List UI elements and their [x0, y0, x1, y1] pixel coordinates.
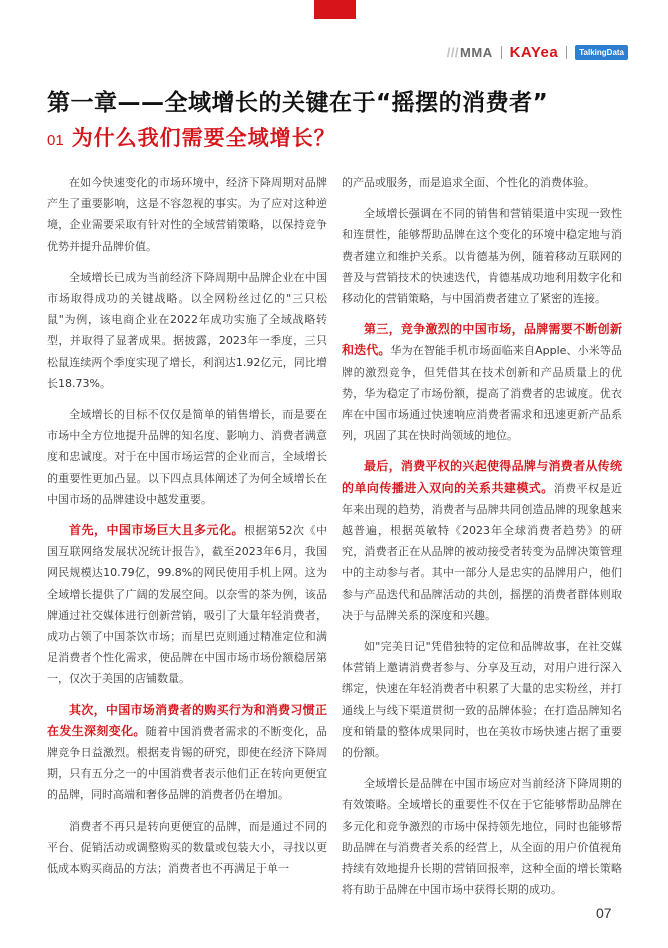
paragraph: 消费者不再只是转向更便宜的品牌，而是通过不同的平台、促销活动或调整购买的数量或包装大小，寻找以更低成本购买商品的方法；消费者也不再满足于单一	[47, 819, 327, 876]
highlight-text: 第三，竞争激烈的中国市场，品牌需要不断创新和迭代。	[342, 322, 622, 358]
page-number: 07	[596, 905, 612, 921]
paragraph	[342, 456, 622, 626]
left-column	[47, 172, 327, 889]
logo-divider	[501, 46, 502, 59]
section-heading	[47, 122, 336, 152]
mma-logo: ///MMA	[446, 45, 493, 60]
paragraph-body: 随着中国消费者需求的不断变化，品牌竞争日益激烈。根据麦肯锡的研究，即使在经济下降周期，只有五分之一的中国消费者表示他们正在转向更便宜的品牌，同时高端和奢侈品牌的消费者仍在增加。	[47, 724, 327, 802]
logo-divider	[566, 46, 567, 59]
header-logos	[447, 44, 628, 61]
paragraph-body: 华为在智能手机市场面临来自Apple、小米等品牌的激烈竞争，但凭借其在技术创新和产品质量上的优势，华为稳定了市场份额，提高了消费者的忠诚度。优衣库在中国市场通过快速响应消费者需求和迅速更新产品系列，巩固了其在快时尚领域的地位。	[342, 344, 622, 443]
highlight-text: 首先，中国市场巨大且多元化。	[69, 523, 244, 538]
right-column	[342, 172, 622, 911]
chapter-title: 第一章——全域增长的关键在于“摇摆的消费者”	[47, 90, 549, 116]
paragraph: 全域增长已成为当前经济下降周期中品牌企业在中国市场取得成功的关键战略。以全网粉丝过亿的"三只松鼠"为例，该电商企业在2022年成功实施了全域战略转型，并取得了显著成果。据披露，2023年一季度，三只松鼠连续两个季度实现了增长，利润达1.92亿元，同比增长18.73%。	[47, 270, 327, 390]
paragraph: 在如今快速变化的市场环境中，经济下降周期对品牌产生了重要影响，这是不容忽视的事实。为了应对这种逆境，企业需要采取有针对性的全域营销策略，以保持竞争优势并提升品牌价值。	[47, 176, 327, 253]
paragraph-body: 消费平权是近年来出现的趋势，消费者与品牌共同创造品牌的现象越来越普遍，根据英敏特《2023年全球消费者趋势》的研究，消费者正在从品牌的被动接受者转变为品牌决策管理中的主动参与者。其中一部分人是忠实的品牌用户，他们参与产品迭代和品牌活动的共创，摇摆的消费者群体则取决于与品牌关系的深度和兴趣。	[342, 481, 622, 622]
paragraph: 全域增长是品牌在中国市场应对当前经济下降周期的有效策略。全域增长的重要性不仅在于它能够帮助品牌在多元化和竞争激烈的市场中保持领先地位，同时也能够帮助品牌在与消费者关系的经营上，从全面的用户价值视角持续有效地提升长期的营销回报率，这种全面的增长策略将有助于品牌在中国市场中获得长期的成功。	[342, 777, 622, 897]
highlight-text: 其次，中国市场消费者的购买行为和消费习惯正在发生深刻变化。	[47, 702, 327, 738]
highlight-text: 最后，消费平权的兴起使得品牌与消费者从传统的单向传播进入双向的关系共建模式。	[342, 459, 622, 495]
talkingdata-logo: TalkingData	[575, 45, 628, 60]
paragraph-body: 根据第52次《中国互联网络发展状况统计报告》，截至2023年6月，我国网民规模达10.79亿，99.8%的网民使用手机上网。这为全域增长提供了广阔的发展空间。以奈雪的茶为例，该品牌通过社交媒体进行创新营销，吸引了大量年轻消费者，成功占领了中国茶饮市场；而星巴克则通过精准定位和满足消费者个性化需求，使品牌在中国市场市场份额稳居第一，仅次于美国的店铺数量。	[47, 524, 327, 686]
paragraph	[47, 700, 327, 806]
paragraph: 全域增长的目标不仅仅是简单的销售增长，而是要在市场中全方位地提升品牌的知名度、影响力、消费者满意度和忠诚度。对于在中国市场运营的企业而言，全域增长的重要性更加凸显。以下四点具体阐述了为何全域增长在中国市场的品牌建设中越发重要。	[47, 408, 327, 506]
paragraph: 全域增长强调在不同的销售和营销渠道中实现一致性和连贯性，能够帮助品牌在这个变化的环境中稳定地与消费者建立和维护关系。以肯德基为例，随着移动互联网的普及与营销技术的快速迭代，肯德基成功地利用数字化和移动化的营销策略，与中国消费者建立了紧密的连接。	[342, 207, 622, 306]
page-top-red-tab	[314, 0, 356, 19]
paragraph: 如"完美日记"凭借独特的定位和品牌故事，在社交媒体营销上邀请消费者参与、分享及互动，对用户进行深入绑定，快速在年轻消费者中积累了大量的忠实粉丝，并打通线上与线下渠道贯彻一致的品牌体验；在打造品牌知名度和销量的整体成果同时，也在美妆市场快速占据了重要的份额。	[342, 640, 622, 760]
section-title: 为什么我们需要全域增长？	[71, 126, 336, 150]
paragraph	[342, 319, 622, 446]
paragraph-continued: 的产品或服务，而是追求全面、个性化的消费体验。	[342, 176, 595, 189]
kayeo-logo: KAYea	[509, 44, 559, 61]
section-number: 01	[47, 132, 64, 149]
paragraph	[47, 520, 327, 690]
